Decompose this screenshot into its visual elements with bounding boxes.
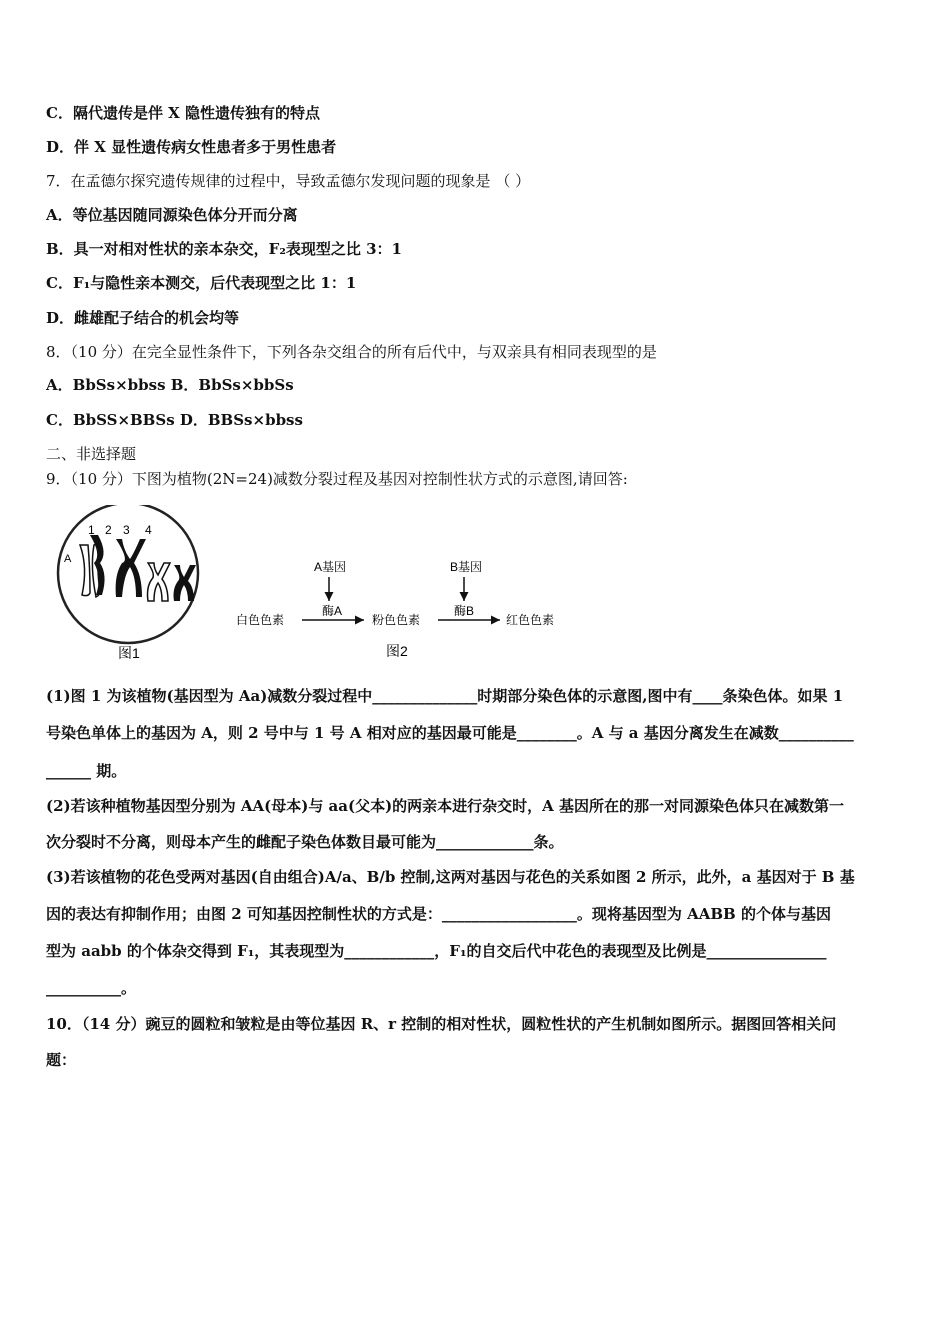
q9-part3-line2: 因的表达有抑制作用；由图 2 可知基因控制性状的方式是：__________________。现将基因型为 AABB 的个体与基因 xyxy=(46,905,831,923)
question-10-line2: 题： xyxy=(46,1051,77,1069)
q9-part3-line3: 型为 aabb 的个体杂交得到 F₁，其表现型为____________，F₁的自交后代中花色的表现型及比例是________________ xyxy=(46,942,827,960)
q9-part3-line4: __________。 xyxy=(46,979,137,997)
q9-part2-line1: (2)若该种植物基因型分别为 AA(母本)与 aa(父本)的两亲本进行杂交时，A 基因所在的那一对同源染色体只在减数第一 xyxy=(46,797,845,815)
figure-2 xyxy=(232,555,572,665)
fig1-label-3: 3 xyxy=(123,523,130,537)
gene-b-label: B基因 xyxy=(450,560,483,574)
q7-option-d: D．雌雄配子结合的机会均等 xyxy=(46,309,240,327)
question-8: 8．（10 分）在完全显性条件下，下列各杂交组合的所有后代中，与双亲具有相同表现型的是 xyxy=(46,343,657,361)
q8-options-cd: C．BbSS×BBSs D．BBSs×bbss xyxy=(46,411,303,429)
q9-part1-line2: 号染色单体上的基因为 A，则 2 号中与 1 号 A 相对应的基因最可能是________。A 与 a 基因分离发生在减数__________ xyxy=(46,724,854,742)
fig1-label-4: 4 xyxy=(145,523,152,537)
fig1-label-1: 1 xyxy=(88,523,95,537)
fig2-caption: 图2 xyxy=(386,643,408,659)
q9-part2-line2: 次分裂时不分离，则母本产生的雌配子染色体数目最可能为_____________条。 xyxy=(46,833,564,851)
q7-option-a: A．等位基因随同源染色体分开而分离 xyxy=(46,206,298,224)
section-heading: 二、非选择题 xyxy=(46,445,137,463)
white-pigment: 白色色素 xyxy=(236,613,285,627)
chromosome-5 xyxy=(174,565,197,601)
line-option-c: C．隔代遗传是伴 X 隐性遗传独有的特点 xyxy=(46,104,321,122)
q7-option-c: C．F₁与隐性亲本测交，后代表现型之比 1：1 xyxy=(46,274,357,292)
fig1-label-2: 2 xyxy=(105,523,112,537)
figure-1 xyxy=(50,505,210,665)
red-pigment: 红色色素 xyxy=(506,613,555,627)
fig1-gene-label: A xyxy=(64,553,72,565)
gene-a-label: A基因 xyxy=(314,560,347,574)
q9-part3-line1: (3)若该植物的花色受两对基因(自由组合)A/a、B/b 控制,这两对基因与花色的关系如图 2 所示，此外，a 基因对于 B 基 xyxy=(46,868,855,886)
q9-part1-line3: ______ 期。 xyxy=(46,762,127,780)
question-7: 7．在孟德尔探究遗传规律的过程中，导致孟德尔发现问题的现象是 （ ） xyxy=(46,172,531,190)
fig1-caption: 图1 xyxy=(118,645,140,661)
q8-options-ab: A．BbSs×bbss B．BbSs×bbSs xyxy=(46,376,294,394)
chromosome-4 xyxy=(148,563,171,601)
pink-pigment: 粉色色素 xyxy=(372,613,421,627)
q9-part1-line1: (1)图 1 为该植物(基因型为 Aa)减数分裂过程中______________时期部分染色体的示意图,图中有____条染色体。如果 1 xyxy=(46,687,844,705)
enzyme-b-label: 酶B xyxy=(454,604,475,618)
enzyme-a-label: 酶A xyxy=(322,604,343,618)
line-option-d: D．伴 X 显性遗传病女性患者多于男性患者 xyxy=(46,138,337,156)
question-9: 9．（10 分）下图为植物(2N=24)减数分裂过程及基因对控制性状方式的示意图,请回答: xyxy=(46,470,628,488)
chromosome-3 xyxy=(116,539,146,597)
q7-option-b: B．具一对相对性状的亲本杂交，F₂表现型之比 3：1 xyxy=(46,240,402,258)
question-10-line1: 10．（14 分）豌豆的圆粒和皱粒是由等位基因 R、r 控制的相对性状，圆粒性状的产生机制如图所示。据图回答相关问 xyxy=(46,1015,837,1033)
